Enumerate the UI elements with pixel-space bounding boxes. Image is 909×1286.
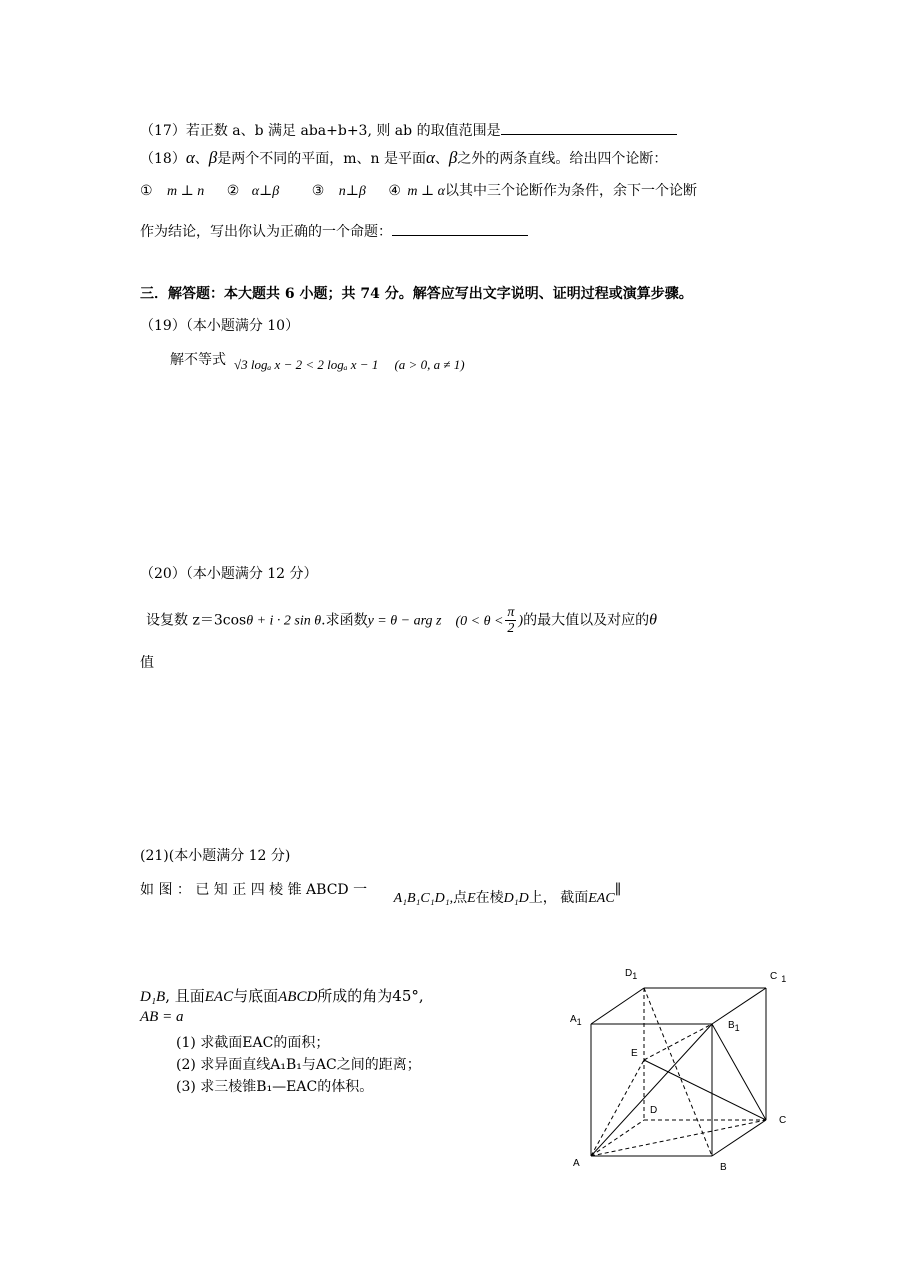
q21-abcd: ABCD: [278, 989, 318, 1005]
section-heading: 三．解答题：本大题共 6 小题；共 74 分。解答应写出文字说明、证明过程或演算步骤。: [140, 286, 693, 302]
q20-expr1: θ + i · 2 sin θ: [246, 613, 322, 629]
q18-sep: 、: [434, 151, 449, 167]
q20-cond-close: ): [518, 613, 524, 629]
beta-symbol: β: [208, 148, 218, 167]
q21-point-text: ,点: [449, 891, 468, 906]
q20-mid: .求函数: [321, 612, 368, 629]
claim-4-marker: ④: [388, 183, 401, 199]
q20-lead: 设复数 z＝3cos: [146, 612, 247, 629]
q18-text-tail: 之外的两条直线。给出四个论断：: [457, 151, 668, 167]
parallel-symbol: ∥: [614, 883, 622, 898]
beta-symbol: β: [448, 148, 458, 167]
q21-on-edge-text: 在棱: [475, 891, 504, 906]
q21-item-3: (3) 求三棱锥B₁—EAC的体积。: [176, 1079, 374, 1095]
q21-section-text: 上， 截面: [528, 891, 589, 906]
q19-condition: (a > 0, a ≠ 1): [394, 357, 465, 372]
hidden-e-b1: [644, 1024, 712, 1060]
claim-4-expr: m ⊥ α: [407, 184, 445, 199]
q18-text: 是两个不同的平面，m、n 是平面: [217, 151, 426, 167]
q20-two: 2: [507, 621, 515, 636]
q17-answer-blank: [501, 120, 677, 135]
q19-expr: √3 logₐ x − 2 < 2 logₐ x − 1: [234, 357, 379, 372]
claim-2-expr: α⊥β: [251, 184, 280, 199]
q19-lead: 解不等式: [170, 352, 226, 368]
claim-1-expr: m ⊥ n: [167, 184, 205, 199]
q18-answer-blank: [392, 221, 528, 236]
q18-number: （18）: [140, 151, 186, 167]
claim-3-expr: n⊥β: [338, 184, 366, 199]
q21-line1: [140, 880, 622, 906]
q19-inequality: [234, 357, 465, 373]
label-a: A: [573, 1158, 580, 1169]
q21-d1d: D₁D: [503, 891, 529, 906]
q20-tail: 的最大值以及对应的: [523, 612, 650, 629]
label-d1: D1: [625, 968, 638, 981]
q20-fraction: [505, 605, 516, 636]
line-a-b1: [591, 1024, 712, 1156]
claim-2-marker: ②: [226, 183, 240, 199]
q20-line1: [146, 605, 657, 636]
q21-line1a: 如 图 ： 已 知 正 四 棱 锥 ABCD 一: [140, 882, 368, 898]
q21-angle-text: 所成的角为45°,: [317, 987, 424, 1005]
q21-eac: EAC: [588, 891, 615, 906]
label-e: E: [631, 1048, 638, 1059]
label-a1: A1: [570, 1014, 582, 1027]
hidden-a-e: [591, 1060, 644, 1156]
q21-a1b1c1d1: A₁B₁C₁D₁: [393, 891, 450, 906]
q21-d1b: D₁B: [140, 989, 166, 1005]
q18-line3-text: 作为结论，写出你认为正确的一个命题：: [140, 224, 392, 240]
q18-sep: 、: [194, 151, 209, 167]
cube-figure: [560, 960, 800, 1180]
edge-b1-c1: [712, 988, 766, 1024]
q21-items: [176, 1032, 421, 1098]
question-17: [140, 120, 677, 141]
q21-line3: AB = a: [140, 1009, 184, 1025]
q21-and-face: , 且面: [165, 987, 205, 1005]
claim-1-marker: ①: [140, 183, 153, 199]
line-e-c: [644, 1060, 766, 1120]
edge-a1-d1: [591, 988, 644, 1024]
q21-line2: [140, 985, 424, 1006]
question-18-line3: [140, 221, 528, 242]
label-c: C: [779, 1115, 787, 1126]
line-b1-c: [712, 1024, 766, 1120]
q21-line1-math: [393, 883, 622, 906]
label-d: D: [650, 1105, 658, 1116]
q21-eac2: EAC: [204, 989, 234, 1005]
q21-header: (21)(本小题满分 12 分): [140, 848, 291, 864]
q21-E: E: [467, 891, 476, 906]
question-18-line2: [140, 181, 697, 202]
label-b: B: [720, 1162, 727, 1173]
q21-base-text: 与底面: [233, 987, 279, 1005]
q18-line2-text: 以其中三个论断作为条件，余下一个论断: [444, 183, 697, 199]
alpha-symbol: α: [185, 148, 195, 167]
question-18-line1: [140, 148, 667, 169]
q20-line2: 值: [140, 655, 154, 671]
label-b1: B1: [728, 1020, 740, 1033]
q20-expr2: y = θ − arg z: [367, 613, 442, 629]
edge-b-c: [712, 1120, 766, 1156]
hidden-d1-b: [644, 988, 712, 1156]
theta-symbol: θ: [649, 611, 657, 629]
label-c1: C 1: [770, 971, 787, 984]
q17-text: （17）若正数 a、b 满足 aba+b+3, 则 ab 的取值范围是: [140, 123, 501, 139]
q21-item-2: (2) 求异面直线A₁B₁与AC之间的距离；: [176, 1057, 421, 1073]
alpha-symbol: α: [425, 148, 435, 167]
claim-3-marker: ③: [311, 183, 325, 199]
hidden-a-d: [591, 1120, 644, 1156]
q21-item-1: (1) 求截面EAC的面积；: [176, 1035, 330, 1051]
q19-header: （19）（本小题满分 10）: [140, 318, 300, 334]
q20-cond-open: (0 < θ <: [455, 613, 504, 629]
q20-pi: π: [507, 605, 515, 620]
q20-header: （20）（本小题满分 12 分）: [140, 566, 318, 582]
